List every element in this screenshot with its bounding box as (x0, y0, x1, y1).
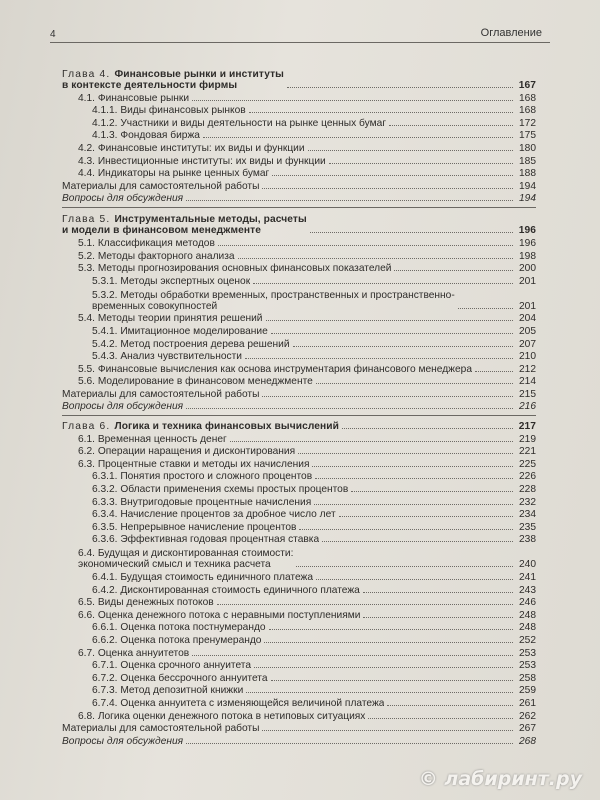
dot-leader (342, 428, 513, 429)
toc-entry[interactable] (62, 324, 536, 337)
toc-page-number: 214 (519, 376, 536, 388)
toc-page-number: 215 (519, 388, 536, 400)
toc-entry-title: Материалы для самостоятельной работы (62, 388, 260, 400)
toc-page-number: 262 (519, 710, 536, 722)
toc-page-number: 205 (519, 325, 536, 337)
toc-entry[interactable] (62, 337, 536, 350)
toc-page-number: 204 (519, 313, 536, 325)
toc-entry[interactable] (62, 608, 536, 621)
dot-leader (387, 705, 513, 706)
toc-entry-title: Материалы для самостоятельной работы (62, 180, 260, 192)
toc-entry-title: 4.2. Финансовые институты: их виды и функции (78, 142, 305, 154)
toc-page-number: 234 (519, 509, 536, 521)
toc-page-number: 248 (519, 622, 536, 634)
dot-leader (363, 617, 513, 618)
toc-page-number: 228 (519, 484, 536, 496)
watermark-logo: © лабиринт.ру (418, 768, 582, 790)
toc-page-number: 259 (519, 685, 536, 697)
toc-entry-title: 6.6. Оценка денежного потока с неравными поступлениями (78, 609, 361, 621)
dot-leader (186, 408, 513, 409)
dot-leader (269, 629, 513, 630)
toc-entry-title: 6.6.1. Оценка потока постнумерандо (92, 622, 266, 634)
chapter-title: Логика и техника финансовых вычислений (114, 421, 340, 433)
dot-leader (394, 270, 513, 271)
toc-page-number: 188 (519, 168, 536, 180)
toc-entry[interactable] (62, 141, 536, 154)
dot-leader (316, 579, 513, 580)
toc-entry[interactable] (62, 621, 536, 634)
dot-leader (298, 453, 513, 454)
toc-entry[interactable] (62, 684, 536, 697)
dot-leader (264, 642, 513, 643)
toc-entry[interactable] (62, 375, 536, 388)
toc-page-number: 246 (519, 597, 536, 609)
dot-leader (230, 441, 513, 442)
dot-leader (249, 112, 513, 113)
dot-leader (475, 371, 513, 372)
toc-entry[interactable] (62, 722, 536, 735)
toc-entry-title (62, 214, 307, 236)
toc-entry-title: Материалы для самостоятельной работы (62, 723, 260, 735)
toc-entry[interactable] (62, 312, 536, 325)
toc-entry[interactable] (62, 362, 536, 375)
toc-page-number: 200 (519, 263, 536, 275)
dot-leader (363, 592, 513, 593)
toc-entry[interactable] (62, 91, 536, 104)
dot-leader (245, 358, 513, 359)
toc-entry-title: 6.3.3. Внутригодовые процентные начисления (92, 496, 312, 508)
toc-entry-title: Вопросы для обсуждения (62, 193, 184, 205)
toc-entry[interactable] (62, 274, 536, 287)
chapter-label: Глава 4. (62, 69, 115, 80)
toc-page-number: 216 (519, 401, 536, 413)
toc-entry-title: 6.4. Будущая и дисконтированная стоимости: экономический смысл и техника расчета (78, 548, 294, 571)
toc-page-number: 238 (519, 534, 536, 546)
dot-leader (192, 100, 513, 101)
dot-leader (314, 504, 513, 505)
toc-entry-title: 6.7. Оценка аннуитетов (78, 647, 190, 659)
dot-leader (322, 541, 513, 542)
toc-entry-title (62, 69, 284, 91)
toc-page-number: 212 (519, 363, 536, 375)
toc-entry[interactable] (62, 445, 536, 458)
toc-page-number: 201 (519, 275, 536, 287)
toc-entry[interactable] (62, 457, 536, 470)
toc-entry-title: 6.3. Процентные ставки и методы их начисления (78, 458, 310, 470)
toc-entry-title: 6.7.2. Оценка бессрочного аннуитета (92, 672, 268, 684)
toc-entry[interactable] (62, 116, 536, 129)
toc-page-number: 261 (519, 697, 536, 709)
toc-entry-title: 6.3.2. Области применения схемы простых процентов (92, 484, 349, 496)
toc-entry[interactable] (62, 350, 536, 363)
chapter-title: Инструментальные методы, расчеты и модели в финансовом менеджменте (62, 214, 307, 237)
toc-entry[interactable] (62, 236, 536, 249)
toc-entry-title: 6.3.5. Непрерывное начисление процентов (92, 521, 297, 533)
toc-entry-title: 4.4. Индикаторы на рынке ценных бумаг (78, 168, 270, 180)
toc-page-number: 248 (519, 609, 536, 621)
dot-leader (272, 175, 513, 176)
toc-entry[interactable] (62, 533, 536, 546)
toc-page-number: 219 (519, 433, 536, 445)
dot-leader (312, 466, 513, 467)
toc-chapter-entry[interactable] (62, 419, 536, 432)
toc-entry[interactable] (62, 287, 536, 312)
toc-page-number: 168 (519, 92, 536, 104)
toc-page-number: 226 (519, 471, 536, 483)
toc-entry-title: 6.2. Операции наращения и дисконтирования (78, 446, 296, 458)
dot-leader (316, 383, 513, 384)
toc-page-number: 194 (519, 180, 536, 192)
toc-entry-title: 4.1.3. Фондовая биржа (92, 130, 200, 142)
toc-entry-title: 5.4.2. Метод построения дерева решений (92, 338, 290, 350)
toc-page-number: 168 (519, 105, 536, 117)
toc-page-number: 235 (519, 521, 536, 533)
toc-entry[interactable] (62, 104, 536, 117)
dot-leader (186, 200, 513, 201)
toc-page-number: 210 (519, 351, 536, 363)
toc-entry[interactable] (62, 400, 536, 413)
toc-entry-title: 5.3.1. Методы экспертных оценок (92, 275, 251, 287)
toc-entry[interactable] (62, 545, 536, 570)
dot-leader (266, 320, 514, 321)
toc-entry-title: 4.3. Инвестиционные институты: их виды и функции (78, 155, 326, 167)
toc-entry-title: 6.5. Виды денежных потоков (78, 597, 214, 609)
toc-entry[interactable] (62, 583, 536, 596)
toc-entry[interactable] (62, 249, 536, 262)
toc-page-number: 258 (519, 672, 536, 684)
toc-entry-title: 5.4.3. Анализ чувствительности (92, 351, 242, 363)
toc-page-number: 240 (519, 559, 536, 571)
dot-leader (458, 308, 513, 309)
toc-page-number: 185 (519, 155, 536, 167)
dot-leader (271, 333, 513, 334)
dot-leader (262, 188, 513, 189)
dot-leader (315, 478, 513, 479)
chapter-divider (62, 207, 536, 208)
toc-entry-title: 5.3.2. Методы обработки временных, пространственных и пространственно- временных совокупностей (92, 289, 455, 312)
toc-chapter-entry[interactable] (62, 211, 536, 236)
toc-entry[interactable] (62, 671, 536, 684)
running-title: Оглавление (480, 27, 542, 39)
toc-entry[interactable] (62, 192, 536, 205)
toc-entry-title: 5.3. Методы прогнозирования основных финансовых показателей (78, 263, 392, 275)
toc-chapter-entry[interactable] (62, 66, 536, 91)
toc-entry[interactable] (62, 520, 536, 533)
toc-page-number: 180 (519, 142, 536, 154)
toc-entry-title: 5.1. Классификация методов (78, 237, 215, 249)
toc-entry[interactable] (62, 659, 536, 672)
dot-leader (368, 718, 513, 719)
toc-page-number: 172 (519, 117, 536, 129)
toc-page-number: 194 (519, 193, 536, 205)
toc-entry-title: 4.1.1. Виды финансовых рынков (92, 105, 246, 117)
chapter-label: Глава 5. (62, 214, 115, 226)
toc-entry[interactable] (62, 696, 536, 709)
toc-entry-title: 5.2. Методы факторного анализа (78, 250, 235, 262)
toc-entry-title: 4.1.2. Участники и виды деятельности на рынке ценных бумаг (92, 117, 387, 129)
toc-page-number: 167 (518, 80, 536, 91)
dot-leader (351, 491, 513, 492)
toc-entry[interactable] (62, 432, 536, 445)
toc-entry-title: 6.3.4. Начисление процентов за дробное число лет (92, 509, 336, 521)
toc-entry-title: 5.4.1. Имитационное моделирование (92, 325, 268, 337)
dot-leader (217, 604, 513, 605)
page-number: 4 (50, 29, 56, 40)
dot-leader (253, 283, 513, 284)
toc-entry-title: 5.6. Моделирование в финансовом менеджменте (78, 376, 313, 388)
dot-leader (287, 87, 513, 88)
toc-entry-title: 6.4.2. Дисконтированная стоимость единичного платежа (92, 584, 360, 596)
toc-entry-title: 6.8. Логика оценки денежного потока в нетиповых ситуациях (78, 710, 366, 722)
dot-leader (246, 692, 513, 693)
toc-entry-title: 6.1. Временная ценность денег (78, 433, 227, 445)
chapter-title: Финансовые рынки и институты в контексте деятельности фирмы (62, 69, 284, 91)
toc-page-number: 253 (519, 647, 536, 659)
dot-leader (329, 163, 513, 164)
dot-leader (254, 667, 513, 668)
dot-leader (262, 730, 513, 731)
dot-leader (262, 396, 513, 397)
toc-page-number: 175 (519, 130, 536, 142)
toc-page-number: 198 (519, 250, 536, 262)
toc-entry[interactable] (62, 179, 536, 192)
toc-page-number: 267 (519, 723, 536, 735)
dot-leader (299, 529, 513, 530)
toc-entry-title: 6.7.1. Оценка срочного аннуитета (92, 660, 252, 672)
dot-leader (218, 245, 513, 246)
dot-leader (238, 258, 513, 259)
toc-entry[interactable] (62, 495, 536, 508)
chapter-divider (62, 415, 536, 416)
toc-entry[interactable] (62, 387, 536, 400)
dot-leader (271, 680, 514, 681)
toc-entry-title: 5.4. Методы теории принятия решений (78, 313, 263, 325)
dot-leader (203, 137, 513, 138)
table-of-contents (62, 66, 536, 747)
toc-entry[interactable] (62, 646, 536, 659)
toc-page-number: 232 (519, 496, 536, 508)
toc-entry-title: 6.7.3. Метод депозитной книжки (92, 685, 244, 697)
toc-page-number: 252 (519, 634, 536, 646)
toc-entry[interactable] (62, 596, 536, 609)
dot-leader (308, 150, 513, 151)
dot-leader (310, 232, 513, 233)
dot-leader (186, 743, 513, 744)
toc-entry-title: 5.5. Финансовые вычисления как основа инструментария финансового менеджера (78, 363, 472, 375)
chapter-label: Глава 6. (62, 421, 115, 433)
toc-entry[interactable] (62, 482, 536, 495)
toc-entry-title: 6.4.1. Будущая стоимость единичного платежа (92, 572, 314, 583)
toc-page-number: 201 (519, 300, 536, 312)
toc-page-number: 196 (518, 225, 536, 237)
toc-entry-title: Вопросы для обсуждения (62, 401, 184, 413)
toc-entry[interactable] (62, 167, 536, 180)
toc-entry[interactable] (62, 734, 536, 747)
dot-leader (192, 655, 513, 656)
toc-page-number: 221 (519, 446, 536, 458)
toc-entry-title: Вопросы для обсуждения (62, 735, 184, 747)
toc-page-number: 207 (519, 338, 536, 350)
toc-entry[interactable] (62, 508, 536, 521)
toc-page-number: 196 (519, 237, 536, 249)
dot-leader (339, 516, 513, 517)
toc-entry-title: 6.3.1. Понятия простого и сложного процентов (92, 471, 313, 483)
toc-entry-title: 6.6.2. Оценка потока пренумерандо (92, 634, 262, 646)
toc-entry[interactable] (62, 709, 536, 722)
toc-entry[interactable] (62, 129, 536, 142)
toc-entry[interactable] (62, 262, 536, 275)
toc-entry[interactable] (62, 570, 536, 583)
dot-leader (296, 566, 513, 567)
toc-entry-title: 6.7.4. Оценка аннуитета с изменяющейся величиной платежа (92, 697, 385, 709)
dot-leader (389, 125, 513, 126)
toc-entry-title: 4.1. Финансовые рынки (78, 92, 190, 104)
toc-entry[interactable] (62, 470, 536, 483)
page-header (50, 24, 550, 43)
toc-entry[interactable] (62, 154, 536, 167)
toc-entry-title: 6.3.6. Эффективная годовая процентная ставка (92, 534, 320, 546)
toc-page-number: 253 (519, 660, 536, 672)
toc-entry[interactable] (62, 633, 536, 646)
toc-page-number: 243 (519, 584, 536, 596)
toc-page-number: 217 (518, 421, 536, 433)
toc-page-number: 268 (519, 735, 536, 747)
toc-entry-title (62, 421, 339, 432)
dot-leader (293, 346, 513, 347)
toc-page-number: 225 (519, 458, 536, 470)
toc-page-number: 241 (519, 572, 536, 583)
